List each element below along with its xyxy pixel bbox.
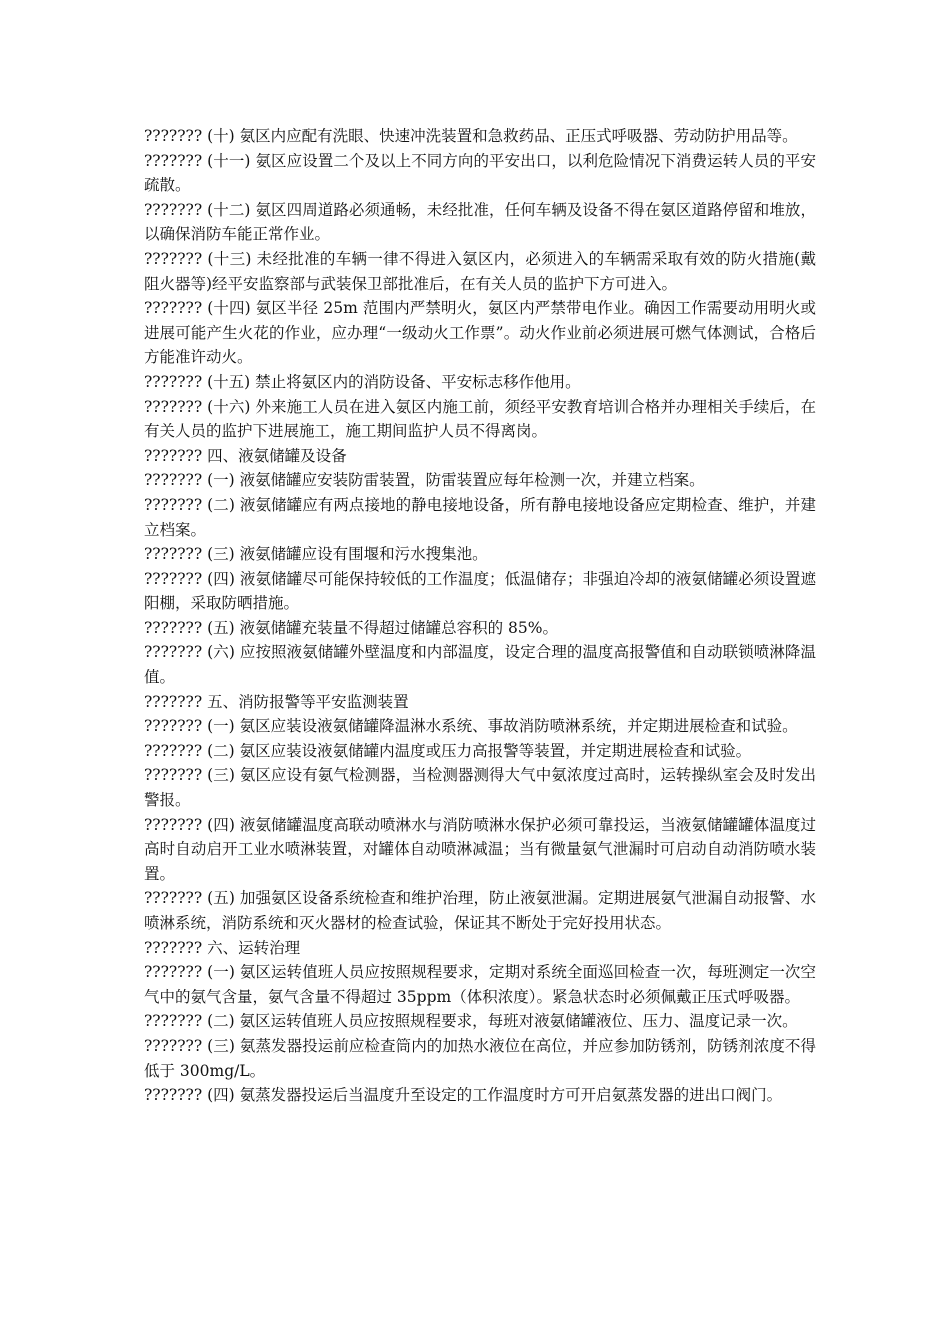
paragraph: ??????? (三) 液氨储罐应设有围堰和污水搜集池。 xyxy=(144,545,488,564)
paragraph: ??????? (十一) 氨区应设置二个及以上不同方向的平安出口，以利危险情况下消费运转人员的平安疏散。 xyxy=(144,151,816,195)
paragraph: ??????? (十四) 氨区半径 25m 范围内严禁明火，氨区内严禁带电作业。确因工作需要动用明火或进展可能产生火花的作业，应办理“一级动火工作票”。动火作业前必须进展可燃气体测试，合格后方能准许动火。 xyxy=(144,299,816,367)
paragraph: ??????? (十二) 氨区四周道路必须通畅，未经批准，任何车辆及设备不得在氨区道路停留和堆放，以确保消防车能正常作业。 xyxy=(144,200,816,244)
paragraph: ??????? (六) 应按照液氨储罐外壁温度和内部温度，设定合理的温度高报警值和自动联锁喷淋降温值。 xyxy=(144,643,816,687)
section-heading: ??????? 五、消防报警等平安监测装置 xyxy=(144,692,409,711)
section-heading: ??????? 六、运转治理 xyxy=(144,938,301,957)
paragraph: ??????? (十三) 未经批准的车辆一律不得进入氨区内，必须进入的车辆需采取有效的防火措施(戴阻火器等)经平安监察部与武装保卫部批准后，在有关人员的监护下方可进入。 xyxy=(144,249,816,293)
paragraph: ??????? (三) 氨蒸发器投运前应检查筒内的加热水液位在高位，并应参加防锈剂，防锈剂浓度不得低于 300mg/L。 xyxy=(144,1036,816,1080)
paragraph: ??????? (十五) 禁止将氨区内的消防设备、平安标志移作他用。 xyxy=(144,372,581,391)
paragraph: ??????? (二) 液氨储罐应有两点接地的静电接地设备，所有静电接地设备应定期检查、维护，并建立档案。 xyxy=(144,495,816,539)
paragraph: ??????? (二) 氨区应装设液氨储罐内温度或压力高报警等装置，并定期进展检查和试验。 xyxy=(144,741,752,760)
paragraph: ??????? (四) 液氨储罐温度高联动喷淋水与消防喷淋水保护必须可靠投运，当液氨储罐罐体温度过高时自动启开工业水喷淋装置，对罐体自动喷淋减温；当有微量氨气泄漏时可启动自动消防喷水装置。 xyxy=(144,815,816,883)
section-heading: ??????? 四、液氨储罐及设备 xyxy=(144,446,347,465)
paragraph: ??????? (三) 氨区应设有氨气检测器，当检测器测得大气中氨浓度过高时，运转操纵室会及时发出警报。 xyxy=(144,766,816,810)
paragraph: ??????? (十) 氨区内应配有洗眼、快速冲洗装置和急救药品、正压式呼吸器、劳动防护用品等。 xyxy=(144,127,798,145)
paragraph: ??????? (一) 氨区运转值班人员应按照规程要求，定期对系统全面巡回检查一次，每班测定一次空气中的氨气含量，氨气含量不得超过 35ppm（体积浓度）。紧急状态时必须佩戴正压式呼吸器。 xyxy=(144,963,816,1006)
paragraph: ??????? (二) 氨区运转值班人员应按照规程要求，每班对液氨储罐液位、压力、温度记录一次。 xyxy=(144,1012,798,1031)
paragraph: ??????? (五) 加强氨区设备系统检查和维护治理，防止液氨泄漏。定期进展氨气泄漏自动报警、水喷淋系统，消防系统和灭火器材的检查试验，保证其不断处于完好投用状态。 xyxy=(144,889,816,932)
paragraph: ??????? (一) 氨区应装设液氨储罐降温淋水系统、事故消防喷淋系统，并定期进展检查和试验。 xyxy=(144,717,798,736)
paragraph: ??????? (四) 液氨储罐尽可能保持较低的工作温度；低温储存；非强迫冷却的液氨储罐必须设置遮阳棚，采取防晒措施。 xyxy=(144,569,816,613)
paragraph: ??????? (一) 液氨储罐应安装防雷装置，防雷装置应每年检测一次，并建立档案。 xyxy=(144,471,705,490)
document-body xyxy=(144,124,816,1108)
paragraph: ??????? (五) 液氨储罐充装量不得超过储罐总容积的 85%。 xyxy=(144,618,558,637)
paragraph: ??????? (十六) 外来施工人员在进入氨区内施工前，须经平安教育培训合格并办理相关手续后，在有关人员的监护下进展施工，施工期间监护人员不得离岗。 xyxy=(144,397,816,441)
paragraph: ??????? (四) 氨蒸发器投运后当温度升至设定的工作温度时方可开启氨蒸发器的进出口阀门。 xyxy=(144,1086,783,1105)
